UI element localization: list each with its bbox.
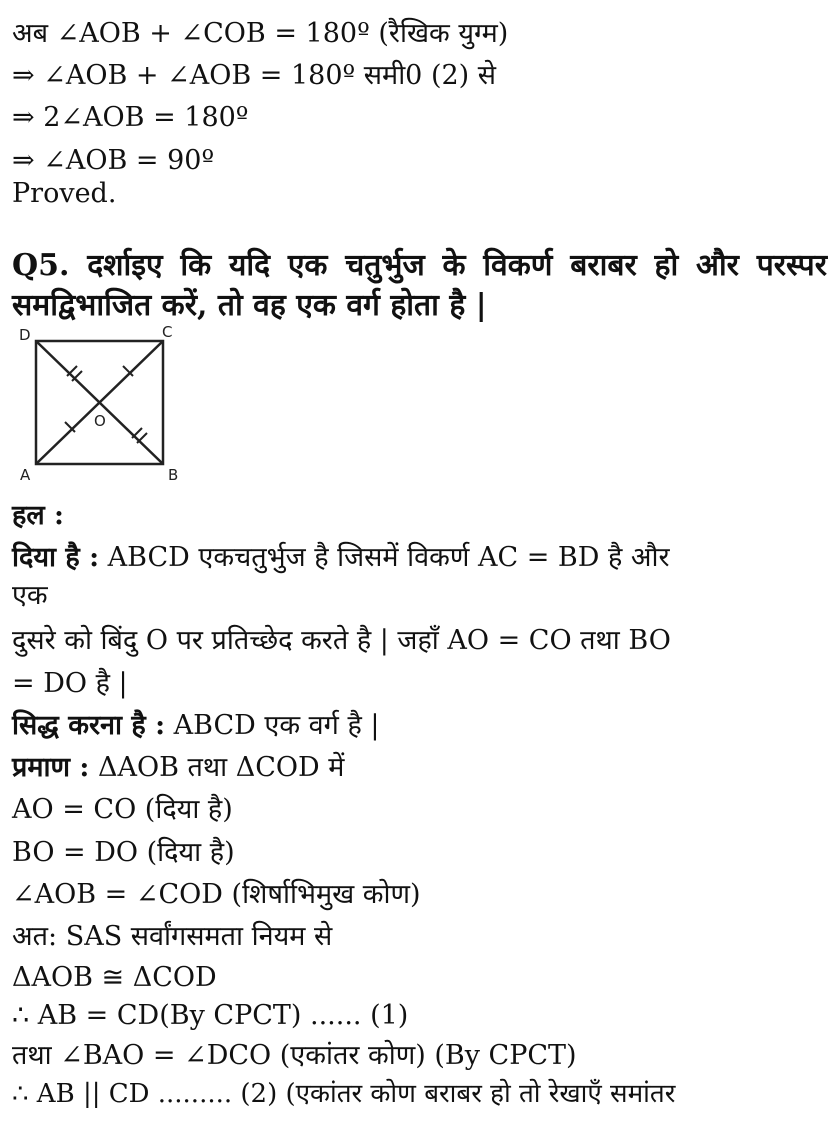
- text-line: = DO है |: [12, 668, 128, 699]
- given-label: दिया है :: [12, 542, 100, 573]
- tick-mark: [137, 433, 147, 443]
- solution-heading: हल :: [12, 500, 65, 531]
- text-line: ∴ AB = CD(By CPCT) ...... (1): [12, 1000, 409, 1031]
- square-diagram: [10, 324, 190, 484]
- to-prove-text: ABCD एक वर्ग है |: [165, 710, 380, 741]
- text-line: अब ∠AOB + ∠COB = 180º (रैखिक युग्म): [12, 18, 509, 49]
- text-line: एक: [12, 580, 48, 611]
- text-line: Proved.: [12, 178, 117, 209]
- to-prove-line: [12, 708, 379, 744]
- text-line: ΔAOB ≅ ΔCOD: [12, 962, 217, 993]
- text-line: अत: SAS सर्वांगसमता नियम से: [12, 921, 333, 952]
- text-line: BO = DO (दिया है): [12, 837, 235, 868]
- label-o: O: [94, 412, 106, 430]
- text-line: ⇒ ∠AOB = 90º: [12, 145, 215, 176]
- text-line: दुसरे को बिंदु O पर प्रतिच्छेद करते है | जहाँ AO = CO तथा BO: [12, 625, 671, 656]
- label-a: A: [20, 466, 31, 484]
- to-prove-label: सिद्ध करना है :: [12, 710, 166, 741]
- text-line: ∠AOB = ∠COD (शिर्षाभिमुख कोण): [12, 879, 421, 910]
- label-c: C: [162, 324, 173, 341]
- proof-line: [12, 750, 344, 786]
- tick-mark: [132, 428, 142, 438]
- proof-text: ΔAOB तथा ΔCOD में: [89, 752, 345, 783]
- label-d: D: [19, 326, 31, 344]
- text-line: ∴ AB || CD ......... (2) (एकांतर कोण बराबर हो तो रेखाएँ समांतर: [12, 1079, 676, 1109]
- given-line: [12, 540, 670, 576]
- text-line: ⇒ ∠AOB + ∠AOB = 180º समी0 (2) से: [12, 60, 497, 91]
- text-line: AO = CO (दिया है): [12, 794, 233, 825]
- text-line: तथा ∠BAO = ∠DCO (एकांतर कोण) (By CPCT): [12, 1040, 577, 1071]
- text-line: ⇒ 2∠AOB = 180º: [12, 102, 249, 133]
- label-b: B: [168, 466, 179, 484]
- question-heading: Q5. दर्शाइए कि यदि एक चतुर्भुज के विकर्ण बराबर हो और परस्पर समद्विभाजित करें, तो वह एक वर्ग होता है |: [12, 248, 827, 323]
- proof-label: प्रमाण :: [12, 752, 90, 783]
- given-text: ABCD एकचतुर्भुज है जिसमें विकर्ण AC = BD है और: [99, 542, 670, 573]
